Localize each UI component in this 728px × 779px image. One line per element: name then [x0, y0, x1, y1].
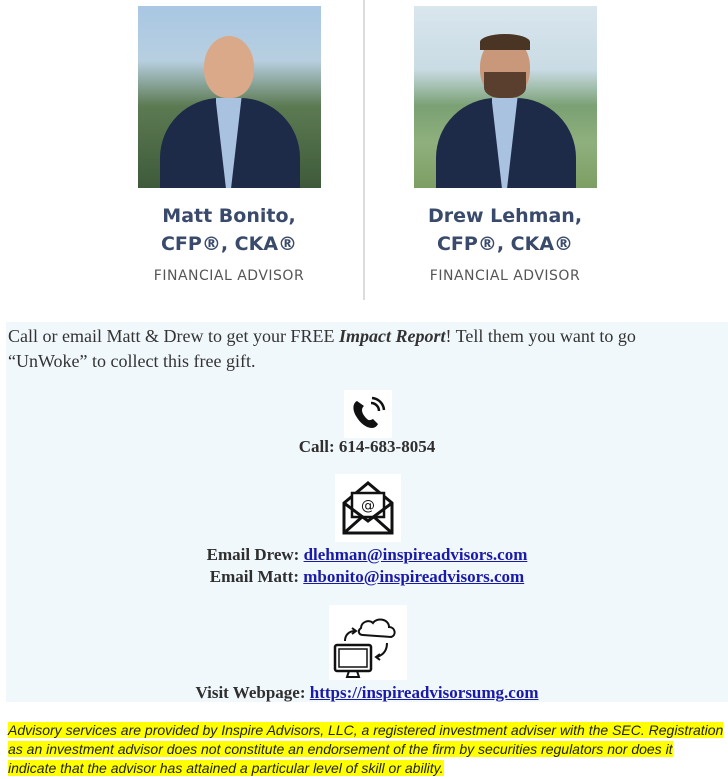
advisor-name-matt: Matt Bonito, CFP®, CKA®: [160, 205, 298, 255]
advisor-role-drew: FINANCIAL ADVISOR: [429, 268, 581, 284]
phone-icon: [344, 390, 392, 438]
advisor-photo-drew: [414, 6, 597, 188]
email-drew-link[interactable]: dlehman@inspireadvisors.com: [303, 545, 528, 564]
intro-text: Call or email Matt & Drew to get your FREE Impact Report! Tell them you want to go “UnWoke” to collect this free gift.: [8, 326, 636, 371]
svg-text:@: @: [361, 498, 375, 514]
advisor-photo-matt: [138, 6, 321, 188]
advisors-section: [0, 0, 728, 322]
advisor-name-drew: Drew Lehman, CFP®, CKA®: [427, 205, 583, 255]
webpage-link[interactable]: https://inspireadvisorsumg.com: [309, 683, 539, 702]
contact-panel: [6, 322, 728, 702]
email-matt-link[interactable]: mbonito@inspireadvisors.com: [303, 567, 525, 586]
call-line: Call: 614-683-8054: [298, 437, 436, 456]
advisor-role-matt: FINANCIAL ADVISOR: [153, 268, 305, 284]
email-matt-line: Email Matt: mbonito@inspireadvisors.com: [209, 567, 525, 586]
web-icon: [329, 605, 407, 680]
webpage-line: Visit Webpage: https://inspireadvisorsumg.com: [195, 683, 539, 702]
advisor-card-matt: [109, 0, 349, 284]
email-drew-line: Email Drew: dlehman@inspireadvisors.com: [206, 545, 528, 564]
advisor-card-drew: [385, 0, 625, 284]
email-icon: [335, 474, 401, 542]
divider: [363, 0, 365, 300]
disclaimer: Advisory services are provided by Inspire Advisors, LLC, a registered investment adviser with the SEC. Registration as an investment advisor does not constitute an endorsement of the firm by securities regulators nor does it indicate that the advisor has attained a particular level of skill or ability.: [8, 722, 724, 776]
